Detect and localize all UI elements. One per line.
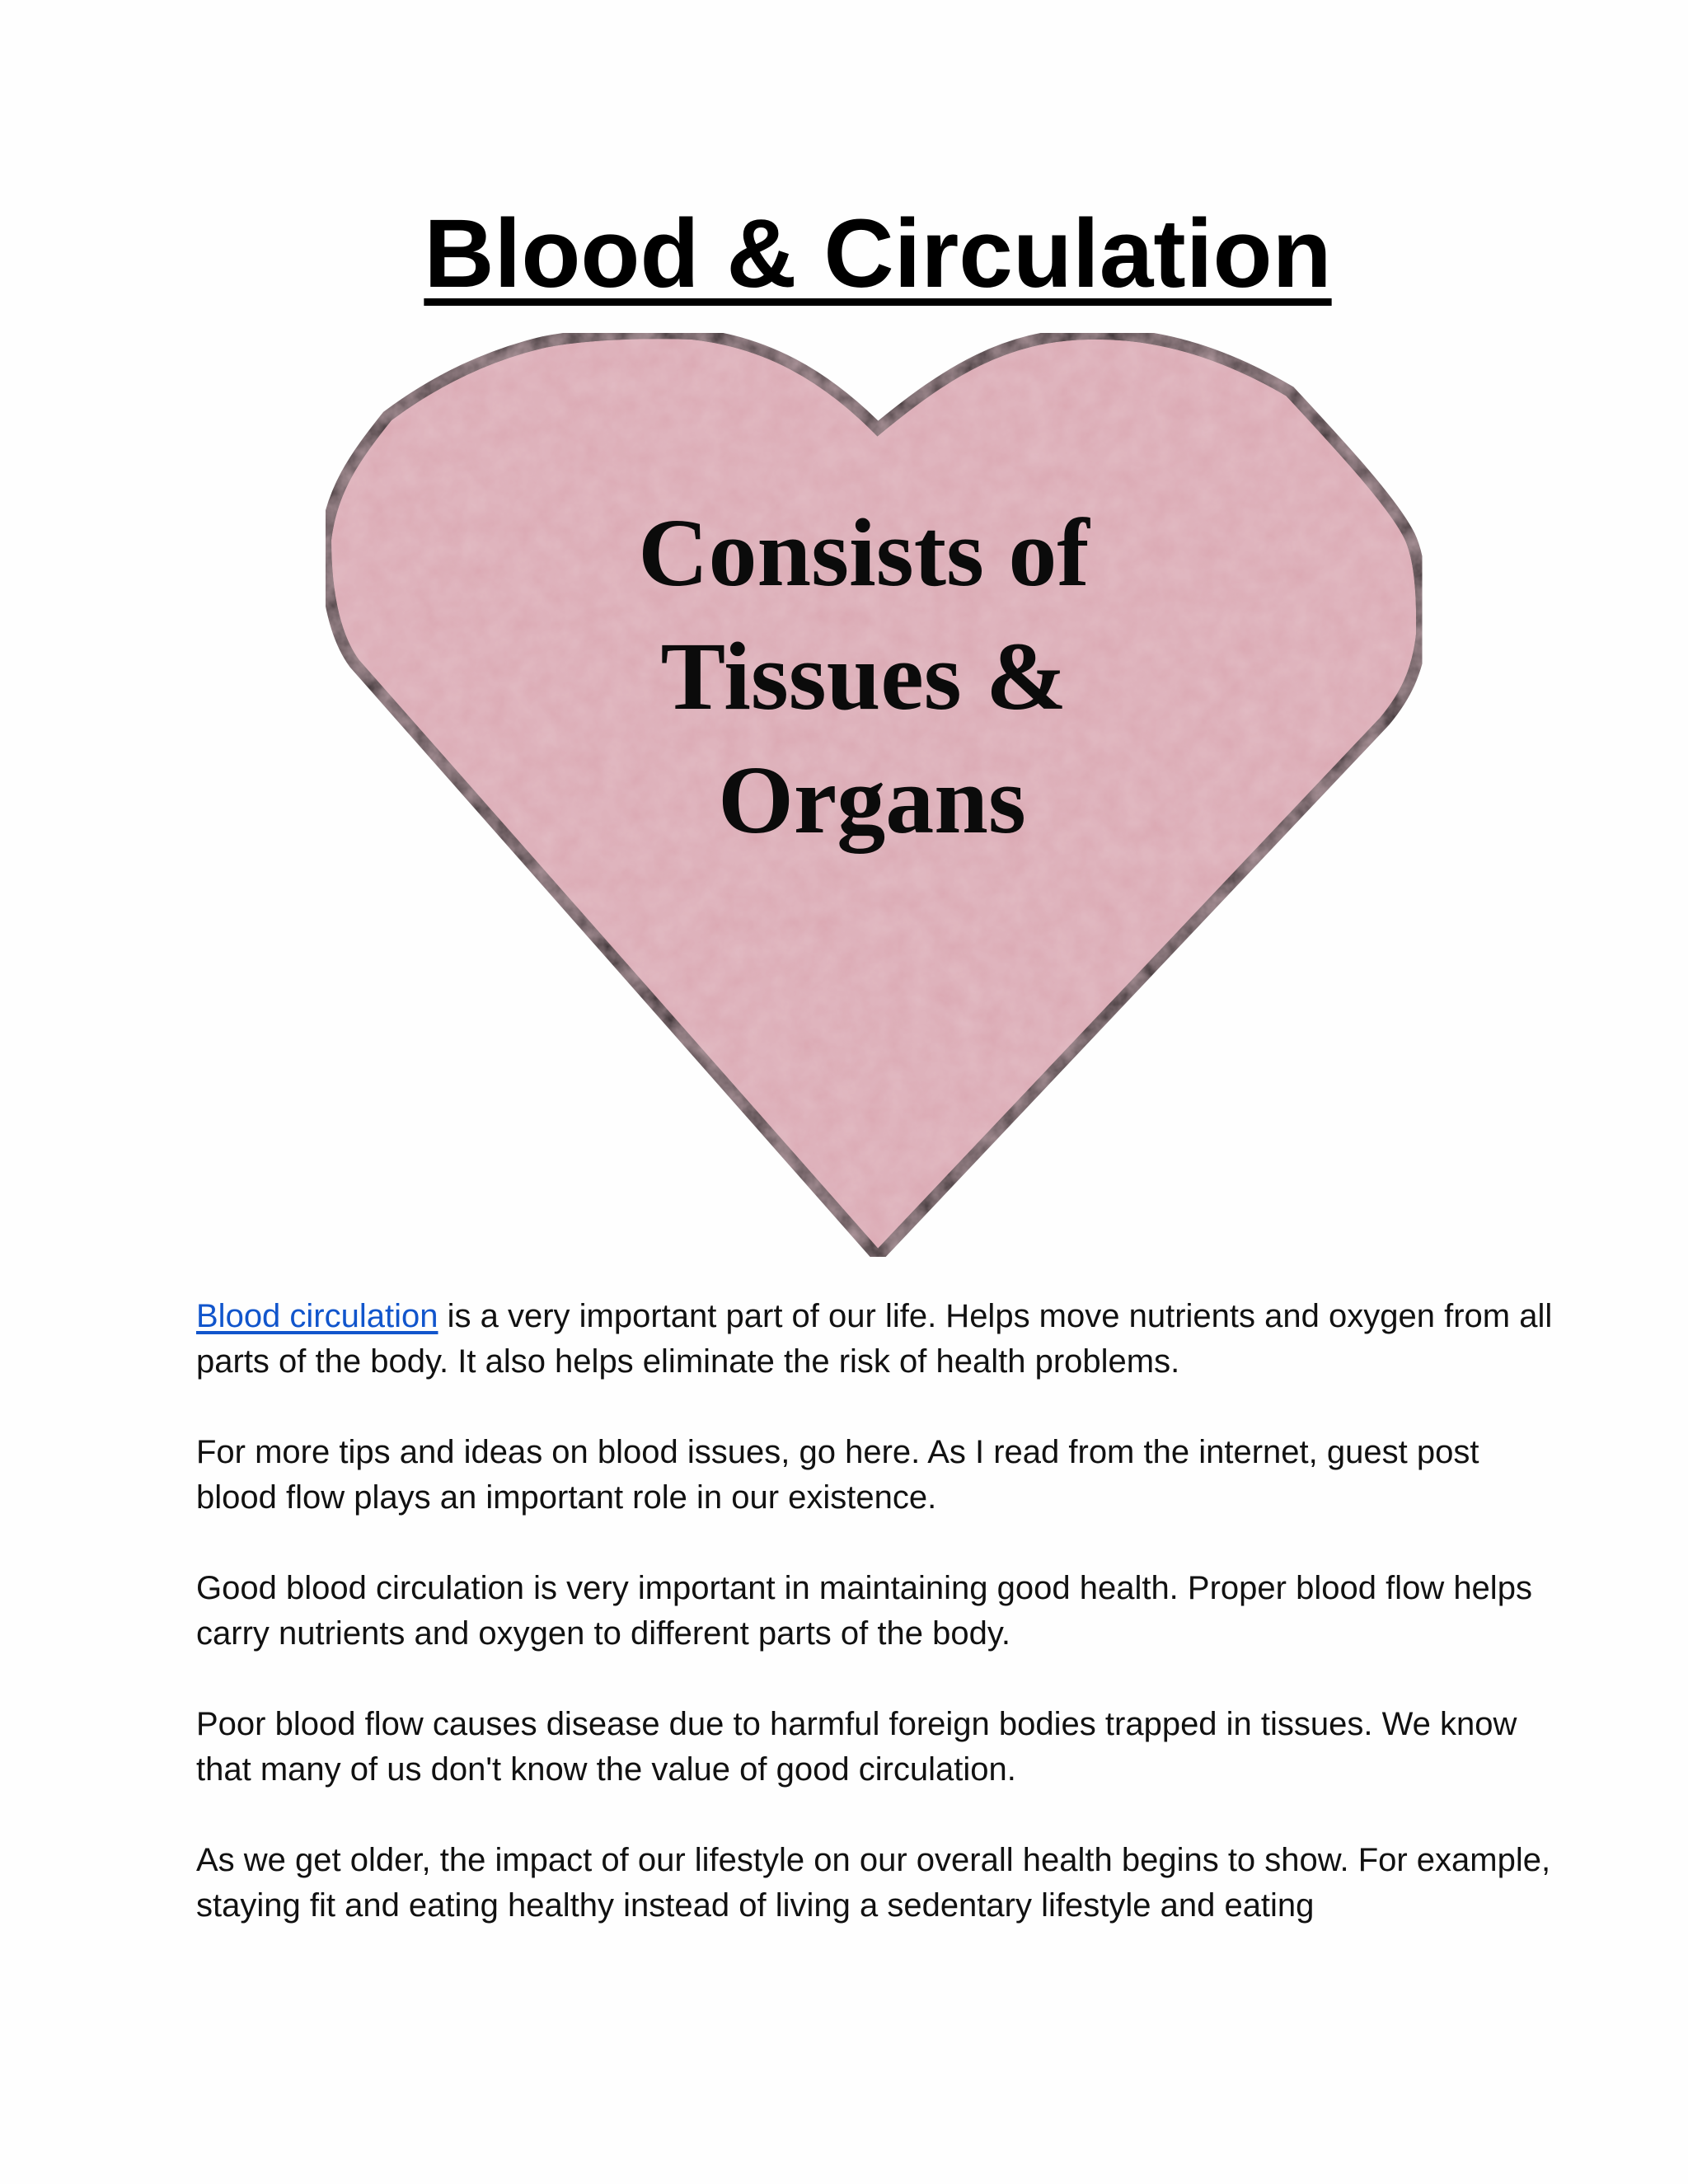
heart-line-1: Consists of <box>638 499 1090 607</box>
paragraph-1-text: is a very important part of our life. Helps move nutrients and oxygen from all parts of the body. It also helps eliminate the risk of health problems. <box>196 1298 1553 1380</box>
heart-svg <box>321 326 1434 1273</box>
heart-line-2: Tissues & <box>660 622 1067 730</box>
paragraph-2: For more tips and ideas on blood issues, go here. As I read from the internet, guest post blood flow plays an important role in our existence. <box>196 1434 1479 1516</box>
heart-line-3: Organs <box>718 746 1026 854</box>
heart-illustration <box>321 326 1434 1273</box>
paragraph-3: Good blood circulation is very important in maintaining good health. Proper blood flow helps carry nutrients and oxygen to different parts of the body. <box>196 1570 1532 1652</box>
paragraph-4: Poor blood flow causes disease due to harmful foreign bodies trapped in tissues. We know that many of us don't know the value of good circulation. <box>196 1706 1517 1788</box>
paragraph-5: As we get older, the impact of our lifestyle on our overall health begins to show. For example, staying fit and eating healthy instead of living a sedentary lifestyle and eating <box>196 1842 1551 1924</box>
blood-circulation-link[interactable]: Blood circulation <box>196 1298 438 1334</box>
page-title: Blood & Circulation <box>424 199 1332 308</box>
paragraph-1 <box>196 1294 1564 1385</box>
article-body <box>196 1294 1564 1974</box>
